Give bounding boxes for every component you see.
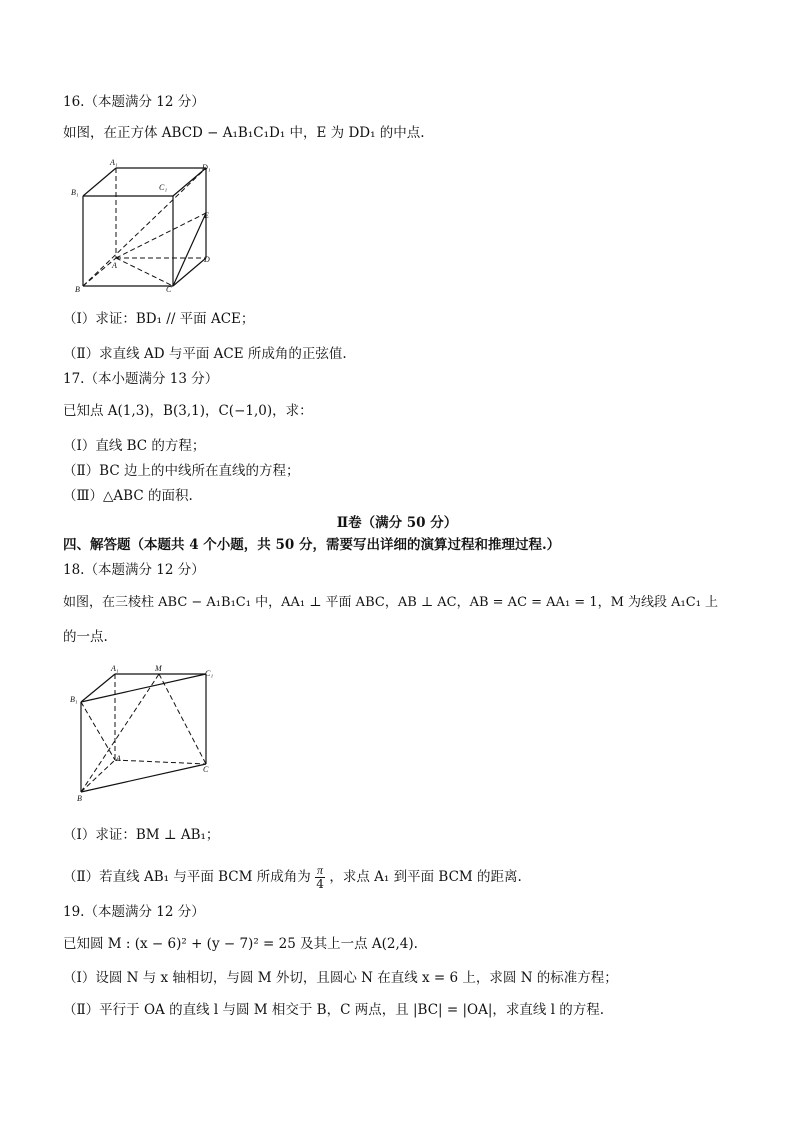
q16-label-b1: B₁ <box>71 188 79 197</box>
q16-label-c: C <box>166 285 172 294</box>
q16-label-c1: C₁ <box>159 183 168 192</box>
section-title: Ⅱ卷（满分 50 分） <box>336 515 458 531</box>
q17-header: 17.（本小题满分 13 分） <box>63 371 219 387</box>
q17-part3: （Ⅲ）△ABC 的面积. <box>63 488 193 504</box>
q19-header: 19.（本题满分 12 分） <box>63 904 205 920</box>
q16-stem: 如图，在正方体 ABCD − A₁B₁C₁D₁ 中，E 为 DD₁ 的中点. <box>63 125 425 141</box>
q18-part2-fraction <box>315 864 325 891</box>
q18-label-b1: B₁ <box>70 695 78 704</box>
q18-frac-num: π <box>317 863 324 877</box>
q18-stem-line2: 的一点. <box>63 629 108 645</box>
q18-header: 18.（本题满分 12 分） <box>63 562 205 578</box>
q18-stem-line1: 如图，在三棱柱 ABC − A₁B₁C₁ 中，AA₁ ⊥ 平面 ABC，AB ⊥ AC，AB = AC = AA₁ = 1，M 为线段 A₁C₁ 上 <box>63 595 719 610</box>
q19-part2: （Ⅱ）平行于 OA 的直线 l 与圆 M 相交于 B，C 两点，且 |BC| = |OA|，求直线 l 的方程. <box>63 1002 605 1018</box>
q16-label-e: E <box>204 211 209 220</box>
q17-part1: （Ⅰ）直线 BC 的方程； <box>63 438 206 454</box>
q18-label-b: B <box>77 794 82 803</box>
q16-label-a1: A₁ <box>110 158 118 167</box>
q16-label-d1: D₁ <box>202 163 211 172</box>
q18-part2-text-b: ，求点 A₁ 到平面 BCM 的距离. <box>329 869 522 885</box>
q18-part2-text-a: （Ⅱ）若直线 AB₁ 与平面 BCM 所成角为 <box>63 869 311 885</box>
q18-label-a1: A₁ <box>111 664 119 673</box>
q18-label-c1: C₁ <box>205 669 214 678</box>
q18-part1: （Ⅰ）求证：BM ⊥ AB₁； <box>63 827 220 843</box>
q19-stem: 已知圆 M : (x − 6)² + (y − 7)² = 25 及其上一点 A(2,4). <box>63 936 418 952</box>
section-heading: 四、解答题（本题共 4 个小题，共 50 分，需要写出详细的演算过程和推理过程.） <box>63 537 561 553</box>
q17-part2: （Ⅱ）BC 边上的中线所在直线的方程； <box>63 463 300 479</box>
q16-label-d: D <box>204 255 210 264</box>
q18-label-a: A <box>116 754 121 763</box>
q18-part2 <box>63 860 522 894</box>
q18-label-m: M <box>155 664 162 673</box>
q16-header: 16.（本题满分 12 分） <box>63 94 205 110</box>
q18-frac-den: 4 <box>316 877 324 891</box>
q16-part2: （Ⅱ）求直线 AD 与平面 ACE 所成角的正弦值. <box>63 346 347 362</box>
q18-prism-figure <box>68 662 228 802</box>
q16-part1: （Ⅰ）求证：BD₁ // 平面 ACE； <box>63 311 255 327</box>
q16-cube-figure <box>68 158 228 298</box>
q18-label-c: C <box>203 765 209 774</box>
q16-label-a: A <box>112 261 117 270</box>
q16-label-b: B <box>75 285 80 294</box>
q19-part1: （Ⅰ）设圆 N 与 x 轴相切，与圆 M 外切，且圆心 N 在直线 x = 6 上，求圆 N 的标准方程； <box>63 970 618 986</box>
q17-stem: 已知点 A(1,3)，B(3,1)，C(−1,0)，求： <box>63 403 313 419</box>
